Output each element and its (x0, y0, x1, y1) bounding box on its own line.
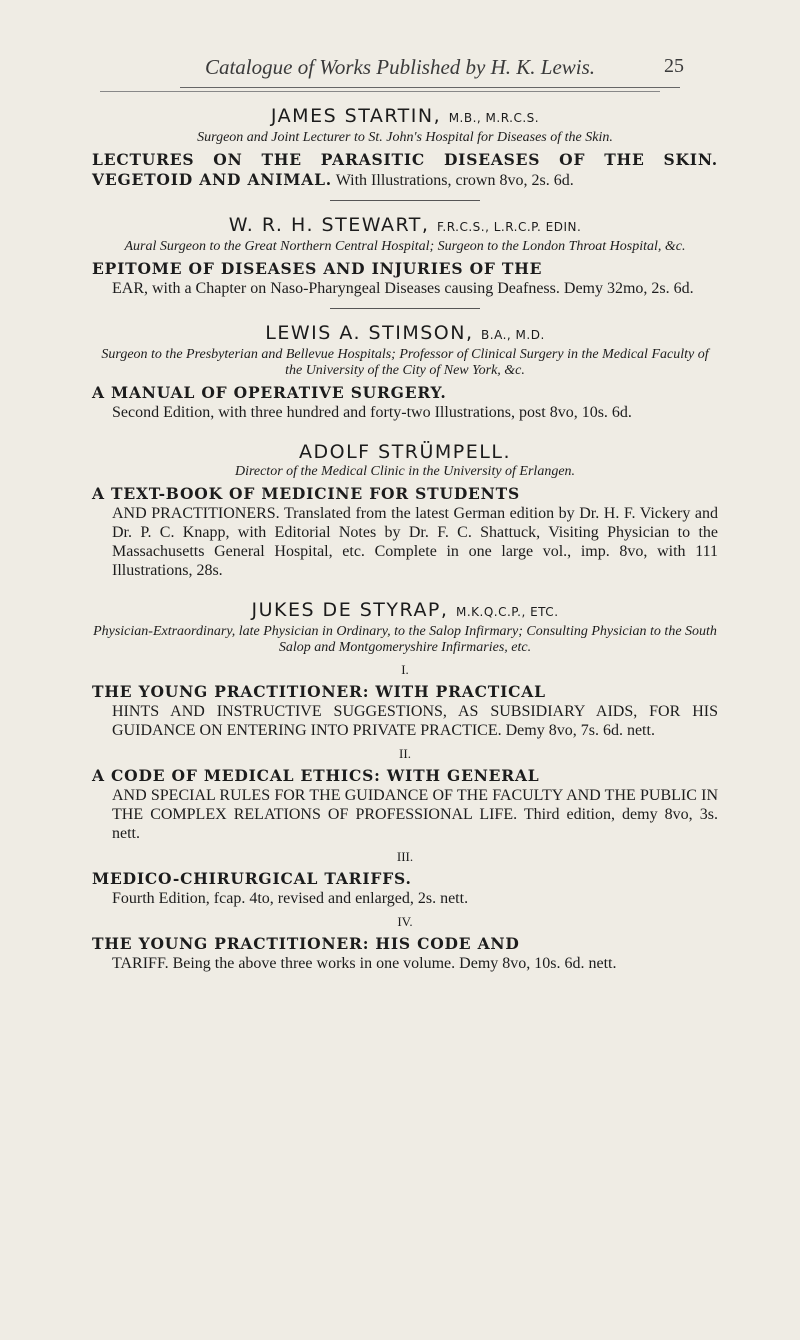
book-details: Fourth Edition, fcap. 4to, revised and enlarged, 2s. nett. (112, 890, 469, 907)
author-description: Director of the Medical Clinic in the University of Erlangen. (234, 464, 576, 479)
book-title: A TEXT-BOOK OF MEDICINE FOR STUDENTS (92, 484, 520, 503)
author-name: JUKES DE STYRAP, (251, 599, 449, 621)
work-numeral: III. (396, 849, 414, 864)
book-details: TARIFF. Being the above three works in one volume. Demy 8vo, 10s. 6d. nett. (112, 955, 617, 972)
catalogue-entry (92, 440, 718, 580)
book-listing (92, 869, 718, 908)
spacer (92, 580, 718, 598)
author-heading (92, 321, 718, 347)
author-name: ADOLF STRÜMPELL. (299, 441, 511, 463)
book-title: THE YOUNG PRACTITIONER: WITH PRACTICAL (92, 682, 546, 701)
book-details: With Illustrations, crown 8vo, 2s. 6d. (335, 172, 574, 189)
author-description: Surgeon and Joint Lecturer to St. John's Hospital for Diseases of the Skin. (197, 130, 613, 145)
book-details: AND PRACTITIONERS. Translated from the latest German edition by Dr. H. F. Vickery and Dr. P. C. Knapp, with Editorial Notes by Dr. F. C. Shattuck, Visiting Physician to the Massachusetts General Hospital, etc. Complete in one large vol., imp. 8vo, with 111 Illustrations, 28s. (112, 505, 718, 579)
work-numeral: IV. (397, 914, 413, 929)
catalogue-entry (92, 104, 718, 190)
catalogue-entry (92, 321, 718, 422)
work-numeral: II. (399, 746, 411, 761)
book-listing (92, 682, 718, 740)
section-divider (330, 200, 480, 201)
book-listing (92, 259, 718, 298)
running-header (0, 55, 800, 95)
catalogue-content (92, 104, 718, 973)
author-heading (92, 440, 718, 464)
author-heading (92, 104, 718, 130)
book-listing (92, 766, 718, 843)
author-heading (92, 598, 718, 624)
header-rule-lower (100, 91, 660, 92)
author-degrees: F.R.C.S., L.R.C.P. EDIN. (436, 220, 582, 234)
section-divider (330, 308, 480, 309)
author-name: LEWIS A. STIMSON, (265, 322, 474, 344)
author-description: Physician-Extraordinary, late Physician in Ordinary, to the Salop Infirmary; Consulting Physician to the South Salop and Montgomeryshire Infirmaries, etc. (93, 624, 717, 655)
book-listing (92, 383, 718, 422)
book-details: Second Edition, with three hundred and forty-two Illustrations, post 8vo, 10s. 6d. (112, 404, 632, 421)
author-description: Surgeon to the Presbyterian and Bellevue Hospitals; Professor of Clinical Surgery in the Medical Faculty of the University of the City of New York, &c. (101, 347, 709, 378)
author-degrees: M.B., M.R.C.S. (448, 111, 540, 125)
author-description: Aural Surgeon to the Great Northern Central Hospital; Surgeon to the London Throat Hospital, &c. (124, 239, 686, 254)
running-title: Catalogue of Works Published by H. K. Lewis. (204, 55, 596, 79)
book-listing (92, 934, 718, 973)
author-heading (92, 213, 718, 239)
author-name: W. R. H. STEWART, (228, 214, 430, 236)
page-number: 25 (664, 55, 684, 77)
book-title: EPITOME OF DISEASES AND INJURIES OF THE (92, 259, 543, 278)
work-numeral: I. (401, 662, 409, 677)
book-details: HINTS AND INSTRUCTIVE SUGGESTIONS, AS SUBSIDIARY AIDS, FOR HIS GUIDANCE ON ENTERING INTO PRIVATE PRACTICE. Demy 8vo, 7s. 6d. nett. (112, 703, 718, 739)
book-title: LECTURES ON THE PARASITIC DISEASES OF THE SKIN. VEGETOID AND ANIMAL. (92, 150, 718, 189)
header-rule (180, 87, 680, 88)
catalogue-entry (92, 213, 718, 298)
book-details: AND SPECIAL RULES FOR THE GUIDANCE OF THE FACULTY AND THE PUBLIC IN THE COMPLEX RELATIONS OF PROFESSIONAL LIFE. Third edition, demy 8vo, 3s. nett. (112, 787, 718, 842)
catalogue-entry (92, 598, 718, 973)
book-title: MEDICO-CHIRURGICAL TARIFFS. (92, 869, 412, 888)
book-title: THE YOUNG PRACTITIONER: HIS CODE AND (92, 934, 520, 953)
book-title: A CODE OF MEDICAL ETHICS: WITH GENERAL (92, 766, 540, 785)
author-degrees: B.A., M.D. (481, 328, 545, 342)
spacer (92, 422, 718, 440)
book-title: A MANUAL OF OPERATIVE SURGERY. (92, 383, 447, 402)
author-name: JAMES STARTIN, (270, 105, 442, 127)
book-details: EAR, with a Chapter on Naso-Pharyngeal Diseases causing Deafness. Demy 32mo, 2s. 6d. (112, 280, 694, 297)
book-listing (92, 150, 718, 190)
book-listing (92, 484, 718, 580)
author-degrees: M.K.Q.C.P., ETC. (455, 605, 559, 619)
